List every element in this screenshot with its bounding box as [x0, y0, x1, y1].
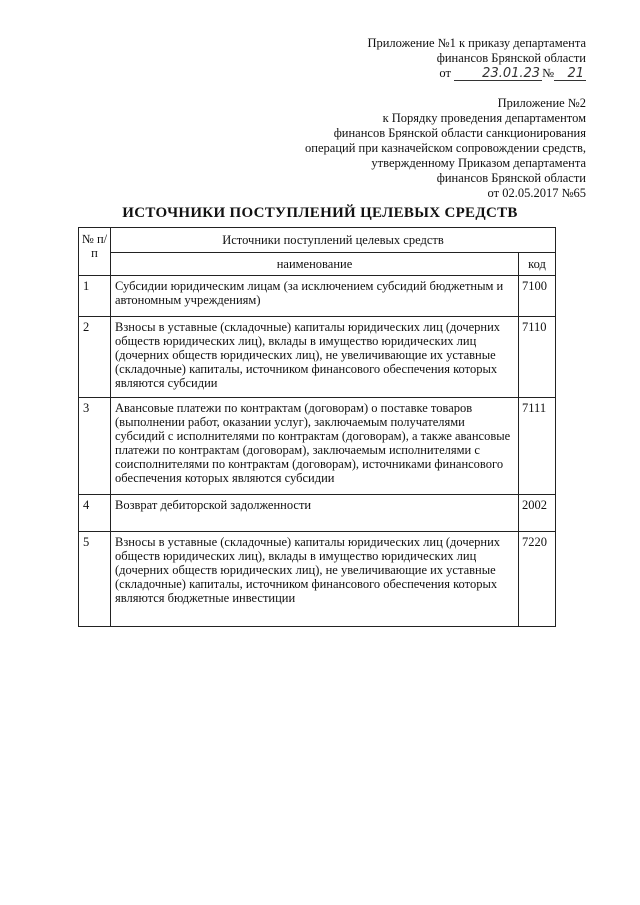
- appendix-line: Приложение №2: [497, 96, 586, 110]
- order-date-line: [367, 66, 586, 81]
- table-row: [79, 276, 556, 317]
- row-code: 7220: [519, 532, 556, 627]
- appendix-line: финансов Брянской области: [436, 171, 586, 185]
- table-row: [79, 495, 556, 532]
- row-number: 5: [79, 532, 111, 627]
- column-header-name: наименование: [111, 253, 519, 276]
- row-number: 1: [79, 276, 111, 317]
- row-number: 3: [79, 398, 111, 495]
- appendix-line: от 02.05.2017 №65: [487, 186, 586, 200]
- row-number: 2: [79, 317, 111, 398]
- order-header-line2: финансов Брянской области: [436, 51, 586, 65]
- document-title: ИСТОЧНИКИ ПОСТУПЛЕНИЙ ЦЕЛЕВЫХ СРЕДСТВ: [122, 205, 518, 221]
- appendix-line: операций при казначейском сопровождении средств,: [305, 141, 586, 155]
- appendix-header: [305, 96, 586, 201]
- appendix-line: утвержденному Приказом департамента: [371, 156, 586, 170]
- table-subheader-row: [79, 253, 556, 276]
- appendix-line: к Порядку проведения департаментом: [382, 111, 586, 125]
- row-name: Субсидии юридическим лицам (за исключением субсидий бюджетным и автономным учреждениям): [111, 276, 519, 317]
- order-header: [367, 36, 586, 81]
- table-header-row: [79, 228, 556, 253]
- row-name: Взносы в уставные (складочные) капиталы юридических лиц (дочерних обществ юридических лиц), вклады в имущество юридических лиц (дочерних обществ юридических лиц), не увеличивающие их уставные (складочные) капиталы, источником финансового обеспечения которых являются бюджетные инвестиции: [111, 532, 519, 627]
- row-name: Взносы в уставные (складочные) капиталы юридических лиц (дочерних обществ юридических лиц), вклады в имущество юридических лиц (дочерних обществ юридических лиц), не увеличивающие их уставные (складочные) капиталы, источником финансового обеспечения которых являются субсидии: [111, 317, 519, 398]
- column-header-number: № п/п: [79, 228, 111, 276]
- row-name: Возврат дебиторской задолженности: [111, 495, 519, 532]
- row-code: 7111: [519, 398, 556, 495]
- number-sign: №: [542, 66, 554, 80]
- table-row: [79, 317, 556, 398]
- date-prefix: от: [439, 66, 451, 80]
- table-row: [79, 398, 556, 495]
- row-number: 4: [79, 495, 111, 532]
- row-code: 2002: [519, 495, 556, 532]
- order-header-line1: Приложение №1 к приказу департамента: [367, 36, 586, 50]
- handwritten-number: 21: [554, 67, 586, 81]
- table-row: [79, 532, 556, 627]
- sources-table: [78, 227, 556, 627]
- appendix-line: финансов Брянской области санкционирования: [333, 126, 586, 140]
- row-code: 7110: [519, 317, 556, 398]
- row-name: Авансовые платежи по контрактам (договорам) о поставке товаров (выполнении работ, оказании услуг), заключаемым получателями субсидий с исполнителями по контрактам (договорам), а также авансовые платежи по контрактам (договорам), заключаемым исполнителями с соисполнителями по контрактам (договорам), источниками финансового обеспечения которых являются субсидии: [111, 398, 519, 495]
- handwritten-date: 23.01.23: [454, 67, 542, 81]
- row-code: 7100: [519, 276, 556, 317]
- column-header-code: код: [519, 253, 556, 276]
- column-header-group: Источники поступлений целевых средств: [111, 228, 556, 253]
